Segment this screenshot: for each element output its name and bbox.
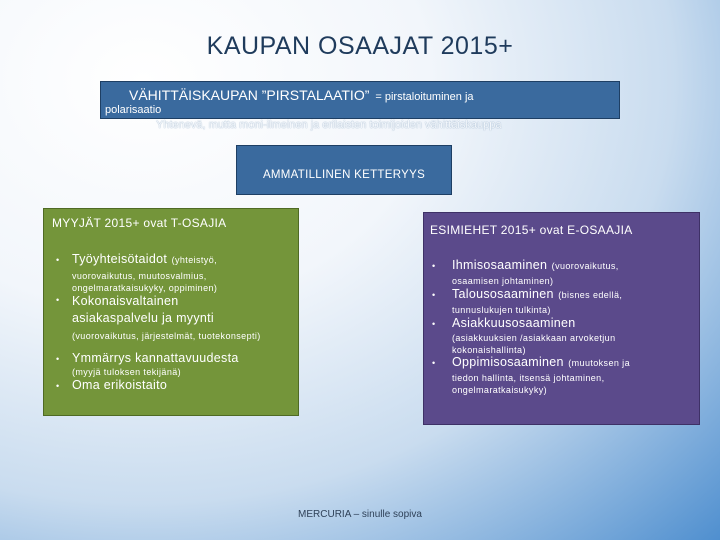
professional-agility-box: AMMATILLINEN KETTERYYS — [236, 145, 452, 195]
banner-sub-text: polarisaatio — [105, 104, 162, 116]
bullet-icon: • — [56, 255, 60, 265]
item-detail-inline: (muutoksen ja — [568, 358, 630, 368]
item-detail: tunnuslukujen tulkinta) — [452, 305, 551, 315]
page-title: KAUPAN OSAAJAT 2015+ — [206, 32, 514, 60]
item-detail: vuorovaikutus, muutosvalmius, ongelmaratkaisukyky, oppiminen) — [72, 271, 218, 293]
item-label: Kokonaisvaltainen asiakaspalvelu ja myynti — [72, 294, 214, 325]
bullet-icon: • — [56, 295, 60, 305]
item-detail-inline: (bisnes edellä, — [558, 290, 623, 300]
sellers-panel — [43, 208, 299, 416]
bullet-icon: • — [432, 290, 436, 300]
item-detail: (myyjä tuloksen tekijänä) — [72, 367, 182, 377]
item-label: Ymmärrys kannattavuudesta — [72, 351, 239, 365]
bullet-icon: • — [56, 354, 60, 364]
item-label: Asiakkuusosaaminen — [452, 316, 576, 330]
item-detail: (vuorovaikutus, järjestelmät, tuotekonsepti) — [72, 331, 261, 341]
item-detail-inline: (yhteistyö, — [171, 255, 218, 265]
bullet-icon: • — [432, 319, 436, 329]
banner-main-suffix: = pirstaloituminen ja — [375, 91, 474, 103]
item-label: Ihmisosaaminen — [452, 258, 548, 272]
item-detail: osaamisen johtaminen) — [452, 276, 554, 286]
bullet-icon: • — [56, 381, 60, 391]
bullet-icon: • — [432, 261, 436, 271]
item-label: Oma erikoistaito — [72, 378, 168, 392]
sellers-heading: MYYJÄT 2015+ ovat T-OSAJIA — [52, 216, 227, 230]
item-label: Oppimisosaaminen — [452, 355, 564, 369]
managers-heading: ESIMIEHET 2015+ ovat E-OSAAJIA — [430, 223, 633, 237]
managers-panel — [423, 212, 700, 425]
retail-fragmentation-banner — [100, 81, 620, 119]
item-label: Työyhteisötaidot — [72, 252, 168, 266]
footer-tagline: MERCURIA – sinulle sopiva — [298, 509, 422, 520]
banner-main-text: VÄHITTÄISKAUPAN ”PIRSTALAATIO” — [129, 87, 370, 103]
item-label: Talousosaaminen — [452, 287, 554, 301]
banner-note: Yhtenevä, mutta moni-ilmeinen ja erilaisten toimijoiden vähittäiskauppa — [156, 119, 502, 131]
bullet-icon: • — [432, 358, 436, 368]
item-detail: (asiakkuuksien /asiakkaan arvoketjun kokonaishallinta) — [452, 333, 616, 355]
item-detail-inline: (vuorovaikutus, — [551, 261, 619, 271]
banner-main-line — [129, 87, 474, 103]
item-detail: tiedon hallinta, itsensä johtaminen, ongelmaratkaisukyky) — [452, 373, 605, 395]
